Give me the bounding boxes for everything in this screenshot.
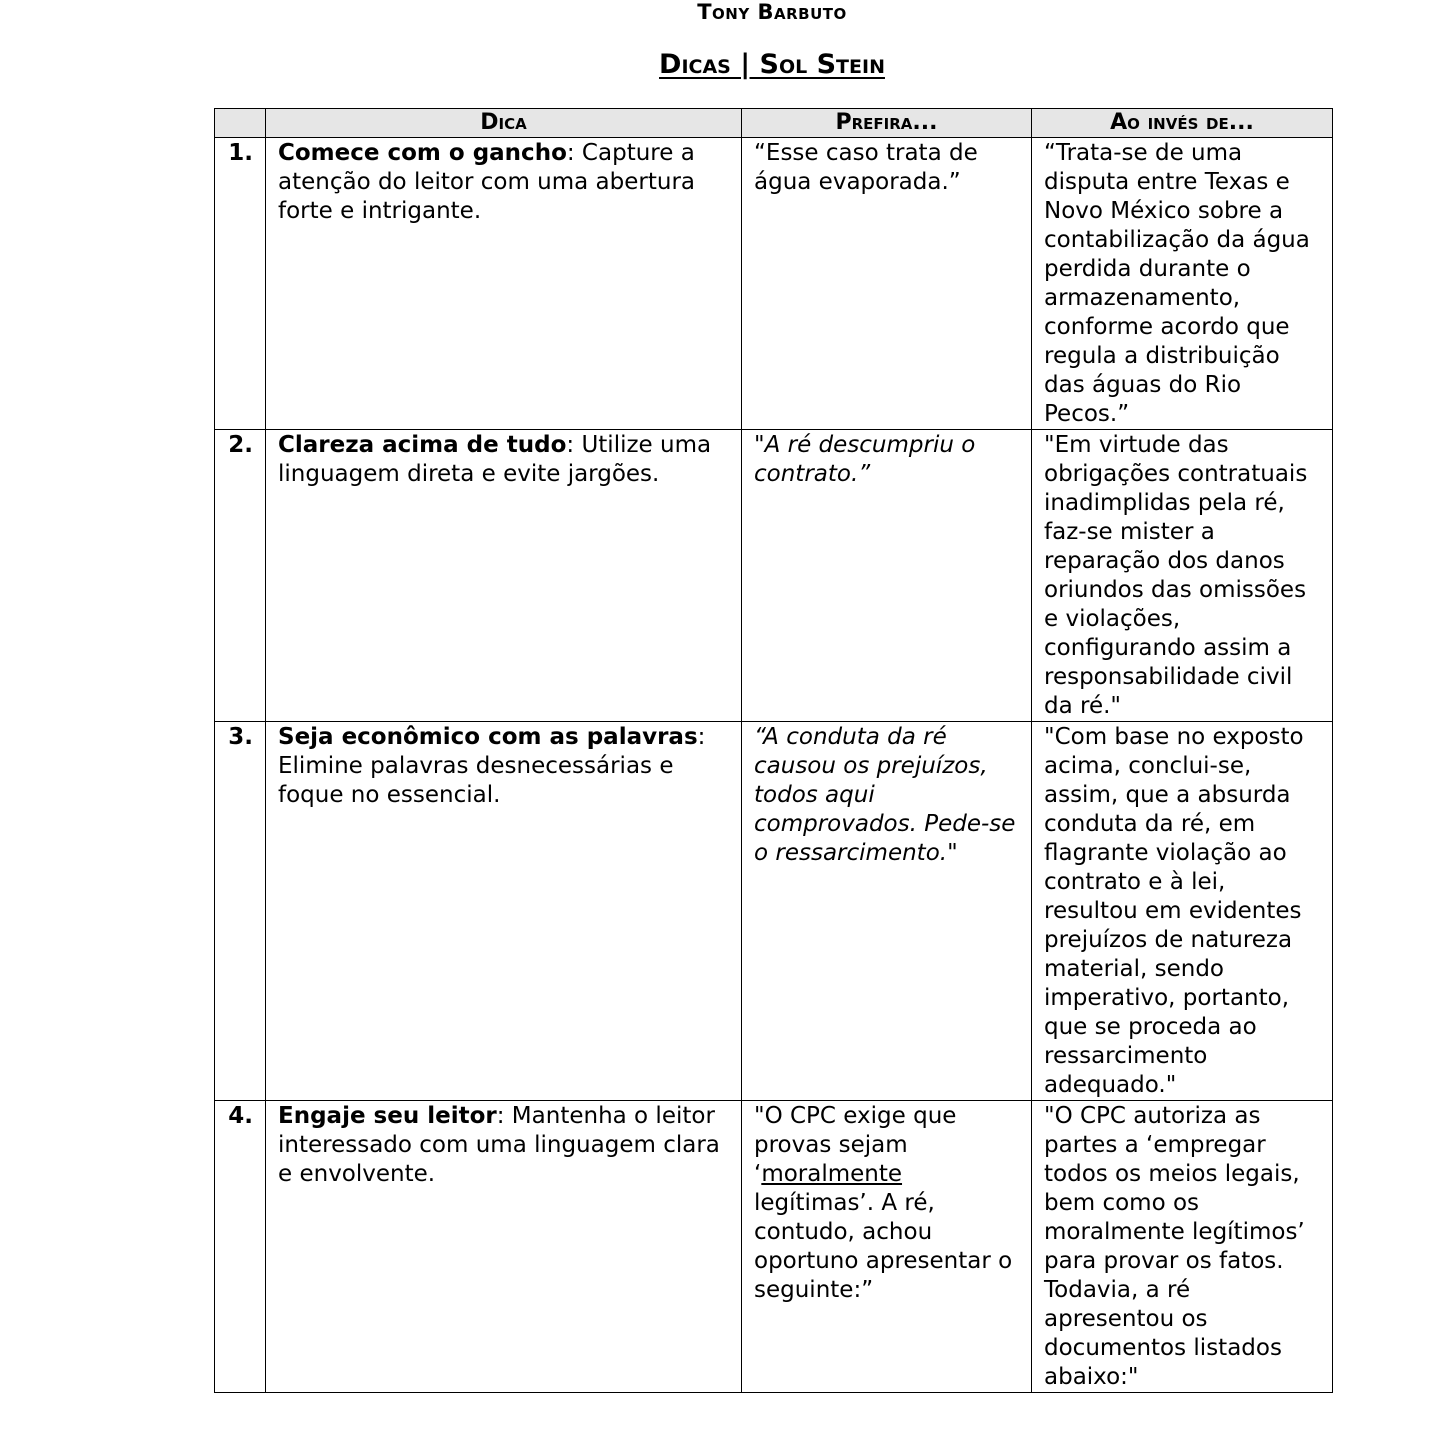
tip-title: Comece com o gancho: [278, 140, 567, 166]
tip-cell: [266, 430, 742, 722]
row-number: 3.: [215, 722, 266, 1101]
prefer-text-start: "O CPC exige que provas sejam ‘: [754, 1103, 957, 1187]
column-header-prefer: Prefira...: [742, 109, 1032, 138]
column-header-instead: Ao invés de...: [1032, 109, 1333, 138]
prefer-cell: [742, 1101, 1032, 1393]
instead-cell: "O CPC autoriza as partes a ‘empregar todos os meios legais, bem como os moralmente legítimos’ para provar os fatos. Todavia, a ré apresentou os documentos listados abaixo:": [1032, 1101, 1333, 1393]
tip-cell: [266, 722, 742, 1101]
table-row: [215, 1101, 1333, 1393]
row-number: 2.: [215, 430, 266, 722]
tip-cell: [266, 1101, 742, 1393]
tip-text: : Elimine palavras desnecessárias e foque no essencial.: [278, 724, 706, 808]
instead-cell: "Em virtude das obrigações contratuais inadimplidas pela ré, faz-se mister a reparação dos danos oriundos das omissões e violações, configurando assim a responsabilidade civil da ré.": [1032, 430, 1333, 722]
tip-text: : Capture a atenção do leitor com uma abertura forte e intrigante.: [278, 140, 695, 224]
tip-text: : Utilize uma linguagem direta e evite jargões.: [278, 432, 712, 487]
table-row: [215, 430, 1333, 722]
instead-cell: "Com base no exposto acima, conclui-se, assim, que a absurda conduta da ré, em flagrante violação ao contrato e à lei, resultou em evidentes prejuízos de natureza material, sendo imperativo, portanto, que se proceda ao ressarcimento adequado.": [1032, 722, 1333, 1101]
tip-text: : Mantenha o leitor interessado com uma linguagem clara e envolvente.: [278, 1103, 720, 1187]
tip-title: Seja econômico com as palavras: [278, 724, 698, 750]
tip-cell: [266, 138, 742, 430]
row-number: 4.: [215, 1101, 266, 1393]
prefer-cell: "A ré descumpriu o contrato.”: [742, 430, 1032, 722]
tip-title: Clareza acima de tudo: [278, 432, 567, 458]
instead-cell: “Trata-se de uma disputa entre Texas e Novo México sobre a contabilização da água perdida durante o armazenamento, conforme acordo que regula a distribuição das águas do Rio Pecos.”: [1032, 138, 1333, 430]
column-header-number: [215, 109, 266, 138]
prefer-text-end: legítimas’. A ré, contudo, achou oportuno apresentar o seguinte:”: [754, 1190, 1013, 1303]
prefer-cell: “A conduta da ré causou os prejuízos, todos aqui comprovados. Pede-se o ressarcimento.": [742, 722, 1032, 1101]
tips-table: [214, 108, 1333, 1393]
prefer-cell: “Esse caso trata de água evaporada.”: [742, 138, 1032, 430]
table-row: [215, 138, 1333, 430]
prefer-text-underlined: moralmente: [761, 1161, 903, 1187]
tip-title: Engaje seu leitor: [278, 1103, 497, 1129]
column-header-tip: Dica: [266, 109, 742, 138]
table-row: [215, 722, 1333, 1101]
document-author: Tony Barbuto: [697, 0, 847, 24]
row-number: 1.: [215, 138, 266, 430]
table-header-row: [215, 109, 1333, 138]
document-title: Dicas | Sol Stein: [659, 49, 885, 80]
